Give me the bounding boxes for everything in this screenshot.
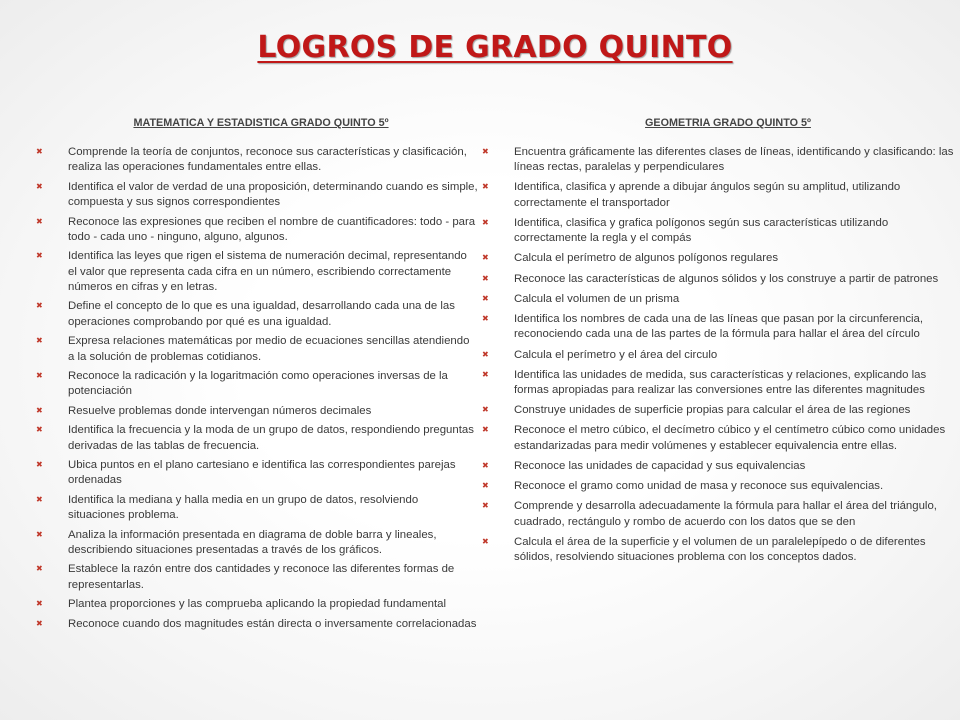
list-item-text: Define el concepto de lo que es una igualdad, desarrollando cada una de las operaciones comprobando por qué es una igualdad. bbox=[68, 300, 455, 328]
list-item-text: Plantea proporciones y las comprueba aplicando la propiedad fundamental bbox=[68, 598, 447, 611]
x-bullet-icon: ✖ bbox=[36, 529, 43, 539]
list-item-text: Expresa relaciones matemáticas por medio de ecuaciones sencillas atendiendo a la solución de problemas cotidianos. bbox=[68, 335, 470, 363]
list-item-text: Identifica las unidades de medida, sus características y relaciones, explicando las formas apropiadas para realizar las conversiones entre las diferentes magnitudes bbox=[514, 368, 927, 396]
list-item-text: Reconoce cuando dos magnitudes están directa o inversamente correlacionadas bbox=[68, 617, 477, 630]
x-bullet-icon: ✖ bbox=[482, 460, 489, 470]
x-bullet-icon: ✖ bbox=[482, 147, 489, 156]
list-item bbox=[36, 423, 478, 454]
x-bullet-icon: ✖ bbox=[36, 336, 43, 346]
x-bullet-icon: ✖ bbox=[482, 182, 489, 192]
list-item bbox=[36, 562, 478, 593]
x-bullet-icon: ✖ bbox=[482, 501, 489, 511]
list-item-text: Reconoce las unidades de capacidad y sus equivalencias bbox=[514, 459, 806, 472]
x-bullet-icon: ✖ bbox=[482, 273, 489, 283]
x-bullet-icon: ✖ bbox=[36, 618, 43, 628]
x-bullet-icon: ✖ bbox=[482, 253, 489, 263]
x-bullet-icon: ✖ bbox=[36, 564, 43, 574]
geometry-column-heading: GEOMETRIA GRADO QUINTO 5º bbox=[645, 117, 811, 129]
list-item-text: Reconoce la radicación y la logaritmación como operaciones inversas de la potenciación bbox=[68, 369, 448, 398]
list-item bbox=[482, 216, 956, 247]
list-item-text: Reconoce el gramo como unidad de masa y reconoce sus equivalencias. bbox=[514, 480, 884, 493]
geometry-achievements-list bbox=[482, 145, 956, 565]
list-item bbox=[482, 180, 956, 211]
list-item-text: Identifica, clasifica y aprende a dibujar ángulos según su amplitud, utilizando correctamente el transportador bbox=[514, 181, 901, 209]
list-item-text: Calcula el volumen de un prisma bbox=[514, 292, 680, 305]
x-bullet-icon: ✖ bbox=[482, 425, 489, 435]
list-item bbox=[36, 249, 478, 295]
list-item-text: Encuentra gráficamente las diferentes clases de líneas, identificando y clasificando: las líneas rectas, paralelas y perpendiculares bbox=[514, 146, 954, 174]
list-item bbox=[36, 145, 478, 176]
list-item bbox=[482, 459, 956, 474]
list-item bbox=[482, 479, 956, 494]
list-item-text: Calcula el área de la superficie y el volumen de un paralelepípedo o de diferentes sólidos, resolviendo situaciones problema con los conceptos dados. bbox=[514, 535, 926, 563]
list-item-text: Resuelve problemas donde intervengan números decimales bbox=[68, 404, 372, 417]
list-item-text: Reconoce las expresiones que reciben el nombre de cuantificadores: todo - para todo - cada uno - ninguno, alguno, algunos. bbox=[68, 215, 476, 243]
x-bullet-icon: ✖ bbox=[36, 181, 43, 191]
list-item-text: Identifica los nombres de cada una de las líneas que pasan por la circunferencia, reconociendo cada una de las partes de la fórmula para hallar el área del círculo bbox=[514, 313, 924, 341]
list-item bbox=[482, 368, 956, 399]
list-item-text: Identifica el valor de verdad de una proposición, determinando cuando es simple, compuesta y sus signos correspondientes bbox=[68, 180, 478, 209]
x-bullet-icon: ✖ bbox=[482, 314, 489, 324]
list-item bbox=[36, 458, 478, 489]
x-bullet-icon: ✖ bbox=[36, 494, 43, 504]
list-item bbox=[482, 423, 956, 454]
list-item-text: Establece la razón entre dos cantidades y reconoce las diferentes formas de representarlas. bbox=[68, 563, 455, 591]
x-bullet-icon: ✖ bbox=[482, 369, 489, 379]
list-item-text: Identifica, clasifica y grafica polígonos según sus características utilizando correctamente la regla y el compás bbox=[514, 216, 889, 245]
math-achievements-list bbox=[36, 145, 478, 632]
list-item bbox=[482, 251, 956, 266]
x-bullet-icon: ✖ bbox=[482, 293, 489, 303]
list-item-text: Identifica las leyes que rigen el sistema de numeración decimal, representando el valor que representa cada cifra en un número, escribiendo correctamente números en cifras y en letras. bbox=[68, 250, 467, 293]
list-item-text: Ubica puntos en el plano cartesiano e identifica las correspondientes parejas ordenadas bbox=[68, 459, 456, 487]
x-bullet-icon: ✖ bbox=[36, 301, 43, 311]
list-item bbox=[36, 334, 478, 365]
list-item bbox=[482, 535, 956, 566]
list-item-text: Construye unidades de superficie propias para calcular el área de las regiones bbox=[514, 404, 911, 417]
list-item bbox=[482, 403, 956, 418]
list-item bbox=[36, 369, 478, 400]
list-item-text: Identifica la mediana y halla media en un grupo de datos, resolviendo situaciones problema. bbox=[68, 493, 419, 522]
list-item bbox=[36, 299, 478, 330]
x-bullet-icon: ✖ bbox=[36, 370, 43, 380]
list-item-text: Analiza la información presentada en diagrama de doble barra y lineales, describiendo situaciones presentadas a través de los gráficos. bbox=[68, 528, 437, 556]
list-item bbox=[482, 272, 956, 287]
list-item-text: Identifica la frecuencia y la moda de un grupo de datos, respondiendo preguntas derivadas de las tablas de frecuencia. bbox=[68, 424, 474, 452]
x-bullet-icon: ✖ bbox=[36, 251, 43, 261]
list-item bbox=[482, 312, 956, 343]
list-item bbox=[36, 597, 478, 612]
x-bullet-icon: ✖ bbox=[36, 405, 43, 415]
x-bullet-icon: ✖ bbox=[36, 147, 43, 156]
list-item-text: Comprende la teoría de conjuntos, reconoce sus características y clasificación, realiza las operaciones fundamentales entre ellas. bbox=[68, 146, 467, 174]
math-column-heading: MATEMATICA Y ESTADISTICA GRADO QUINTO 5º bbox=[133, 117, 389, 129]
list-item-text: Reconoce las características de algunos sólidos y los construye a partir de patrones bbox=[514, 272, 939, 285]
list-item bbox=[36, 404, 478, 419]
list-item bbox=[482, 145, 956, 176]
x-bullet-icon: ✖ bbox=[482, 481, 489, 491]
list-item bbox=[482, 292, 956, 307]
math-column bbox=[36, 117, 478, 636]
list-item-text: Calcula el perímetro y el área del circulo bbox=[514, 348, 718, 361]
geometry-column bbox=[482, 117, 956, 570]
x-bullet-icon: ✖ bbox=[36, 216, 43, 226]
list-item bbox=[36, 215, 478, 246]
list-item bbox=[36, 180, 478, 211]
list-item bbox=[482, 499, 956, 530]
x-bullet-icon: ✖ bbox=[36, 425, 43, 435]
x-bullet-icon: ✖ bbox=[482, 349, 489, 359]
x-bullet-icon: ✖ bbox=[482, 405, 489, 415]
x-bullet-icon: ✖ bbox=[482, 536, 489, 546]
x-bullet-icon: ✖ bbox=[482, 217, 489, 227]
list-item-text: Calcula el perímetro de algunos polígonos regulares bbox=[514, 252, 779, 265]
x-bullet-icon: ✖ bbox=[36, 599, 43, 609]
list-item bbox=[36, 528, 478, 559]
page-title: LOGROS DE GRADO QUINTO bbox=[257, 30, 733, 65]
list-item bbox=[482, 348, 956, 363]
list-item bbox=[36, 617, 478, 632]
x-bullet-icon: ✖ bbox=[36, 460, 43, 470]
list-item-text: Comprende y desarrolla adecuadamente la fórmula para hallar el área del triángulo, cuadrado, rectángulo y rombo de acuerdo con los datos que se den bbox=[514, 500, 937, 528]
list-item-text: Reconoce el metro cúbico, el decímetro cúbico y el centímetro cúbico como unidades estandarizadas para medir volúmenes y establecer equivalencia entre ellas. bbox=[514, 424, 946, 452]
list-item bbox=[36, 493, 478, 524]
